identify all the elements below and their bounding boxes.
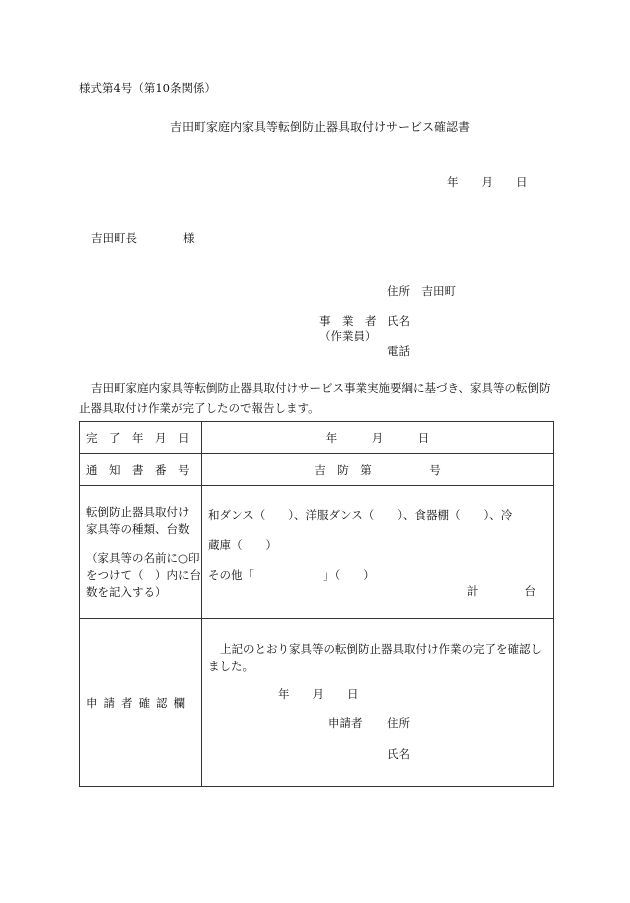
contractor-role-label: 事 業 者 xyxy=(319,314,377,328)
furniture-line2: 蔵庫（ ） xyxy=(208,538,277,552)
applicant-confirm-text: 上記のとおり家具等の転倒防止器具取付け作業の完了を確認しました。 xyxy=(208,642,542,673)
furniture-label-line2: 家具等の種類、台数 xyxy=(86,521,190,536)
applicant-label: 申請者確認欄 xyxy=(86,695,191,710)
contractor-worker-label: （作業員） xyxy=(319,329,377,343)
notice-number-row xyxy=(80,454,554,486)
applicant-title: 申請者 xyxy=(328,716,363,730)
addressee: 吉田町長 様 xyxy=(91,231,195,245)
applicant-label-cell xyxy=(80,619,202,787)
notice-number-value: 吉 防 第 号 xyxy=(314,462,441,477)
confirmation-table xyxy=(79,421,554,787)
form-number: 様式第4号（第10条関係） xyxy=(79,81,216,95)
applicant-address-label: 住所 xyxy=(387,716,410,730)
contractor-address-label: 住所 吉田町 xyxy=(387,284,456,298)
applicant-row xyxy=(80,619,554,787)
furniture-total: 計 台 xyxy=(467,584,536,598)
completion-date-value-cell[interactable] xyxy=(202,422,554,454)
furniture-note-line3: 数を記入する） xyxy=(86,584,167,599)
furniture-label xyxy=(80,504,201,601)
document-title: 吉田町家庭内家具等転倒防止器具取付けサービス確認書 xyxy=(170,120,471,134)
completion-date-label: 完 了 年 月 日 xyxy=(86,430,190,445)
furniture-line1: 和ダンス（ ）、洋服ダンス（ ）、食器棚（ ）、冷 xyxy=(208,508,513,522)
applicant-date: 年 月 日 xyxy=(278,687,359,701)
furniture-value-cell[interactable] xyxy=(202,486,554,619)
applicant-value-cell[interactable] xyxy=(202,619,554,787)
applicant-name-label: 氏名 xyxy=(387,747,410,761)
completion-date-value: 年 月 日 xyxy=(325,430,430,445)
furniture-note-line2: をつけて（ ）内に台 xyxy=(86,567,201,582)
furniture-row xyxy=(80,486,554,619)
contractor-phone-label: 電話 xyxy=(387,344,410,358)
completion-date-row xyxy=(80,422,554,454)
furniture-note-line1: （家具等の名前に○印 xyxy=(86,550,200,565)
furniture-line3: その他「 」（ ） xyxy=(208,568,375,582)
intro-text: 吉田町家庭内家具等転倒防止器具取付けサービス事業実施要綱に基づき、家具等の転倒防止器具取付け作業が完了したので報告します。 xyxy=(79,381,551,415)
notice-number-value-cell[interactable] xyxy=(202,454,554,486)
notice-number-label: 通 知 書 番 号 xyxy=(86,462,190,477)
completion-date-label-cell xyxy=(80,422,202,454)
notice-number-label-cell xyxy=(80,454,202,486)
furniture-label-line1: 転倒防止器具取付け xyxy=(86,504,190,519)
contractor-name-label: 氏名 xyxy=(387,314,410,328)
furniture-label-cell xyxy=(80,486,202,619)
date-line: 年 月 日 xyxy=(447,175,528,189)
